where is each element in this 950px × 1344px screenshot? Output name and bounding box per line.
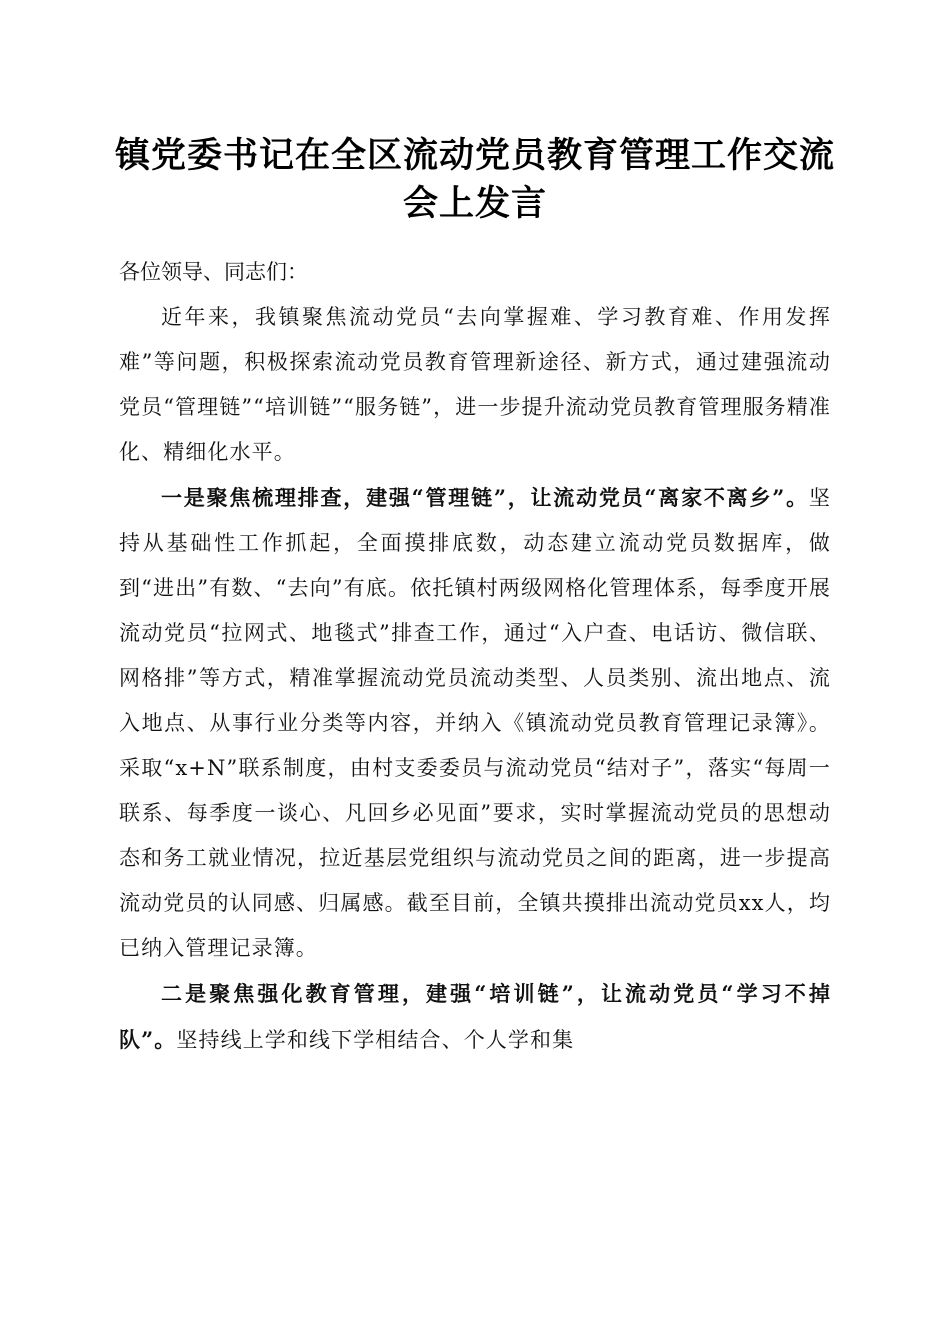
paragraph-point-2 <box>119 971 831 1063</box>
document-title <box>100 132 850 228</box>
paragraph-point-1 <box>119 475 831 971</box>
title-line-2: 会上发言 <box>402 183 547 224</box>
paragraph-lead: 一是聚焦梳理排查，建强“管理链”，让流动党员“离家不离乡”。 <box>161 485 809 510</box>
title-line-1: 镇党委书记在全区流动党员教育管理工作交流 <box>114 135 835 176</box>
paragraph-text: 坚持线上学和线下学相结合、个人学和集 <box>176 1028 575 1052</box>
paragraph-intro <box>119 295 831 475</box>
paragraph-text: 近年来，我镇聚焦流动党员“去向掌握难、学习教育难、作用发挥难”等问题，积极探索流动党员教育管理新途径、新方式，通过建强流动党员“管理链”“培训链”“服务链”，进一步提升流动党员教育管理服务精准化、精细化水平。 <box>119 305 831 464</box>
paragraph-text: 坚持从基础性工作抓起，全面摸排底数，动态建立流动党员数据库，做到“进出”有数、“去向”有底。依托镇村两级网格化管理体系，每季度开展流动党员“拉网式、地毯式”排查工作，通过“入户查、电话访、微信联、网格排”等方式，精准掌握流动党员流动类型、人员类别、流出地点、流入地点、从事行业分类等内容，并纳入《镇流动党员教育管理记录簿》。采取“x+N”联系制度，由村支委委员与流动党员“结对子”，落实“每周一联系、每季度一谈心、凡回乡必见面”要求，实时掌握流动党员的思想动态和务工就业情况，拉近基层党组织与流动党员之间的距离，进一步提高流动党员的认同感、归属感。截至目前，全镇共摸排出流动党员xx人，均已纳入管理记录簿。 <box>119 486 831 960</box>
document-body <box>119 250 831 1063</box>
paragraph-lead: 二是聚焦强化教育管理，建强“培训链”，让流动党员“学习不掉队”。 <box>119 981 831 1052</box>
salutation: 各位领导、同志们： <box>119 260 308 284</box>
